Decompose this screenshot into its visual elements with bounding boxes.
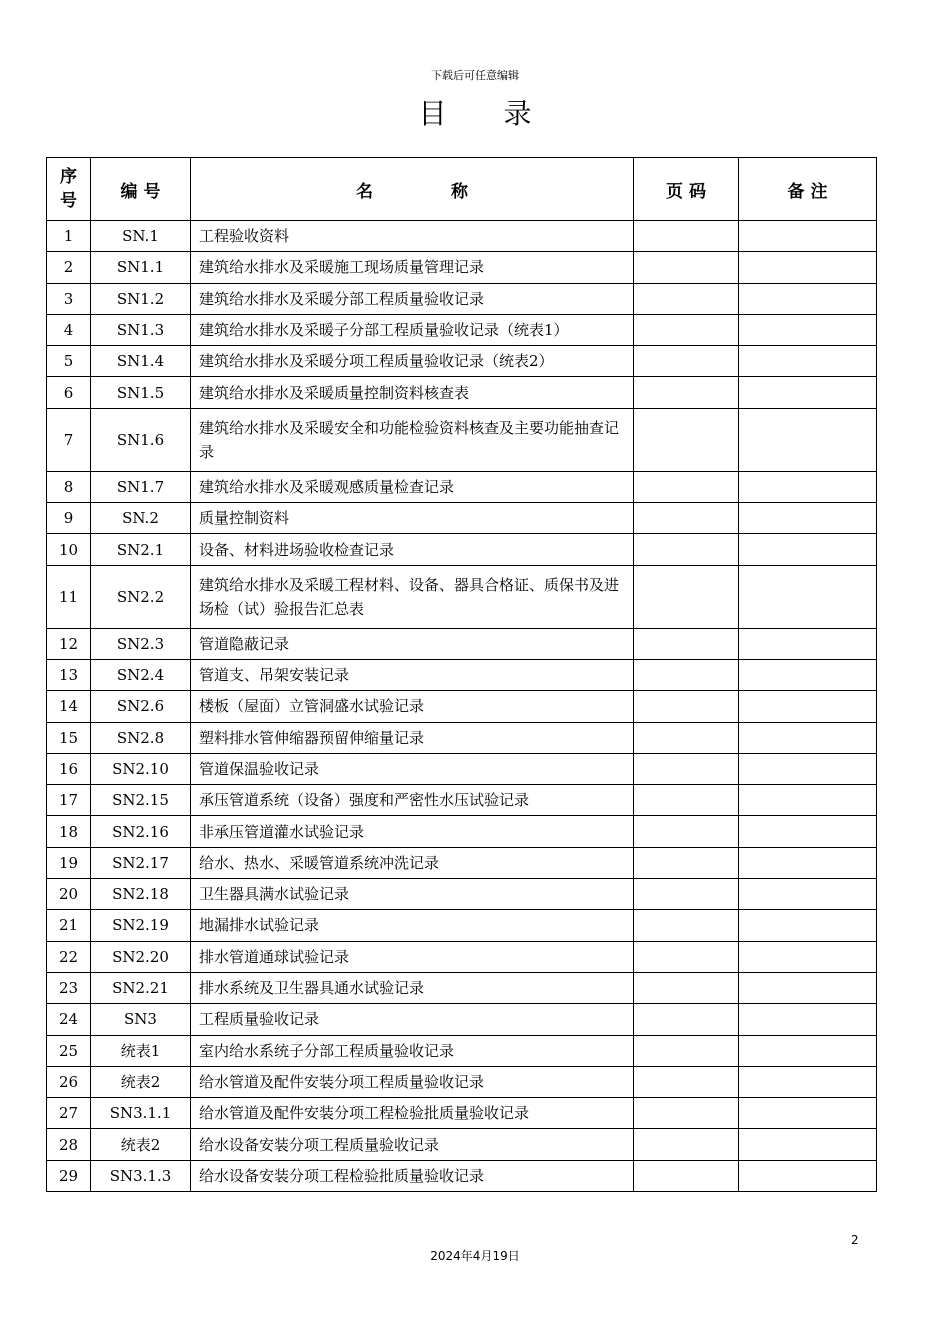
table-body [47,221,877,1192]
table-row [47,408,877,471]
row-name: 建筑给水排水及采暖安全和功能检验资料核查及主要功能抽查记录 [191,408,634,471]
row-page [634,534,739,565]
page-number: 2 [851,1233,859,1247]
row-remark [739,847,877,878]
row-number: 4 [47,314,91,345]
row-code: SN2.4 [91,659,191,690]
row-page [634,221,739,252]
row-remark [739,972,877,1003]
row-remark [739,879,877,910]
row-page [634,879,739,910]
row-code: SN2.21 [91,972,191,1003]
row-name: 塑料排水管伸缩器预留伸缩量记录 [191,722,634,753]
row-remark [739,346,877,377]
row-remark [739,785,877,816]
table-row [47,1035,877,1066]
row-page [634,314,739,345]
header-name: 名 称 [191,158,634,221]
table-row [47,314,877,345]
table-row [47,1098,877,1129]
row-remark [739,503,877,534]
row-remark [739,534,877,565]
row-remark [739,941,877,972]
table-row [47,972,877,1003]
row-code: SN2.19 [91,910,191,941]
row-code: 统表2 [91,1129,191,1160]
row-code: SN1.1 [91,252,191,283]
row-code: SN2.3 [91,628,191,659]
top-note: 下载后可任意编辑 [431,69,519,82]
row-remark [739,1004,877,1035]
row-page [634,252,739,283]
row-name: 卫生器具满水试验记录 [191,879,634,910]
row-remark [739,1160,877,1191]
row-code: SN.1 [91,221,191,252]
row-number: 1 [47,221,91,252]
row-code: SN2.18 [91,879,191,910]
row-number: 29 [47,1160,91,1191]
row-name: 室内给水系统子分部工程质量验收记录 [191,1035,634,1066]
row-page [634,722,739,753]
row-page [634,691,739,722]
row-name: 给水设备安装分项工程检验批质量验收记录 [191,1160,634,1191]
row-remark [739,252,877,283]
row-name: 建筑给水排水及采暖子分部工程质量验收记录（统表1） [191,314,634,345]
table-row [47,1160,877,1191]
row-remark [739,1035,877,1066]
row-number: 16 [47,753,91,784]
row-remark [739,471,877,502]
row-code: SN3.1.3 [91,1160,191,1191]
row-code: SN2.16 [91,816,191,847]
row-remark [739,1098,877,1129]
row-number: 10 [47,534,91,565]
row-page [634,1098,739,1129]
row-code: SN3.1.1 [91,1098,191,1129]
row-page [634,753,739,784]
row-code: SN1.2 [91,283,191,314]
table-row [47,471,877,502]
row-code: SN2.17 [91,847,191,878]
row-number: 22 [47,941,91,972]
row-name: 排水系统及卫生器具通水试验记录 [191,972,634,1003]
row-number: 28 [47,1129,91,1160]
header-page: 页码 [634,158,739,221]
row-remark [739,722,877,753]
row-page [634,910,739,941]
row-page [634,1129,739,1160]
row-page [634,972,739,1003]
row-remark [739,408,877,471]
row-code: SN3 [91,1004,191,1035]
row-code: SN1.6 [91,408,191,471]
header-remark: 备注 [739,158,877,221]
row-number: 3 [47,283,91,314]
row-number: 6 [47,377,91,408]
row-remark [739,1129,877,1160]
row-name: 建筑给水排水及采暖施工现场质量管理记录 [191,252,634,283]
row-code: SN2.2 [91,565,191,628]
row-code: SN2.10 [91,753,191,784]
row-page [634,346,739,377]
row-remark [739,910,877,941]
row-name: 排水管道通球试验记录 [191,941,634,972]
table-row [47,221,877,252]
row-number: 24 [47,1004,91,1035]
row-name: 地漏排水试验记录 [191,910,634,941]
row-page [634,503,739,534]
row-name: 建筑给水排水及采暖分部工程质量验收记录 [191,283,634,314]
row-remark [739,816,877,847]
row-number: 20 [47,879,91,910]
header-code: 编号 [91,158,191,221]
row-page [634,785,739,816]
row-number: 17 [47,785,91,816]
row-name: 楼板（屋面）立管洞盛水试验记录 [191,691,634,722]
row-number: 2 [47,252,91,283]
row-remark [739,283,877,314]
table-row [47,252,877,283]
row-page [634,628,739,659]
table-row [47,1066,877,1097]
row-page [634,565,739,628]
row-remark [739,1066,877,1097]
row-page [634,941,739,972]
row-remark [739,753,877,784]
table-row [47,503,877,534]
row-number: 14 [47,691,91,722]
row-number: 18 [47,816,91,847]
table-row [47,346,877,377]
row-name: 建筑给水排水及采暖分项工程质量验收记录（统表2） [191,346,634,377]
row-name: 非承压管道灌水试验记录 [191,816,634,847]
row-code: SN2.20 [91,941,191,972]
table-row [47,283,877,314]
row-name: 建筑给水排水及采暖观感质量检查记录 [191,471,634,502]
row-code: SN1.4 [91,346,191,377]
row-number: 13 [47,659,91,690]
row-page [634,471,739,502]
table-row [47,534,877,565]
row-remark [739,691,877,722]
row-name: 设备、材料进场验收检查记录 [191,534,634,565]
row-name: 质量控制资料 [191,503,634,534]
table-row [47,1004,877,1035]
row-number: 23 [47,972,91,1003]
header-seq: 序号 [47,158,91,221]
row-number: 12 [47,628,91,659]
table-row [47,941,877,972]
row-page [634,283,739,314]
table-row [47,691,877,722]
table-row [47,565,877,628]
row-name: 给水管道及配件安装分项工程检验批质量验收记录 [191,1098,634,1129]
row-number: 11 [47,565,91,628]
page-title: 目 录 [418,97,556,130]
table-row [47,816,877,847]
row-page [634,377,739,408]
table-row [47,659,877,690]
row-code: SN1.3 [91,314,191,345]
row-page [634,1160,739,1191]
table-row [47,785,877,816]
row-name: 给水设备安装分项工程质量验收记录 [191,1129,634,1160]
table-row [47,377,877,408]
row-page [634,847,739,878]
row-page [634,408,739,471]
row-remark [739,628,877,659]
row-code: 统表1 [91,1035,191,1066]
table-row [47,879,877,910]
table-row [47,1129,877,1160]
row-number: 5 [47,346,91,377]
row-name: 建筑给水排水及采暖工程材料、设备、器具合格证、质保书及进场检（试）验报告汇总表 [191,565,634,628]
table-row [47,628,877,659]
row-number: 15 [47,722,91,753]
row-code: SN2.1 [91,534,191,565]
row-name: 管道保温验收记录 [191,753,634,784]
toc-table [46,157,877,1192]
table-row [47,753,877,784]
row-code: 统表2 [91,1066,191,1097]
row-code: SN2.15 [91,785,191,816]
table-row [47,910,877,941]
row-number: 27 [47,1098,91,1129]
row-name: 给水、热水、采暖管道系统冲洗记录 [191,847,634,878]
row-name: 承压管道系统（设备）强度和严密性水压试验记录 [191,785,634,816]
table-header-row [47,158,877,221]
row-number: 7 [47,408,91,471]
row-code: SN2.6 [91,691,191,722]
row-name: 工程质量验收记录 [191,1004,634,1035]
row-name: 给水管道及配件安装分项工程质量验收记录 [191,1066,634,1097]
row-remark [739,221,877,252]
row-page [634,1035,739,1066]
row-name: 建筑给水排水及采暖质量控制资料核查表 [191,377,634,408]
row-code: SN.2 [91,503,191,534]
row-name: 管道支、吊架安装记录 [191,659,634,690]
row-number: 26 [47,1066,91,1097]
row-number: 21 [47,910,91,941]
row-number: 25 [47,1035,91,1066]
row-remark [739,659,877,690]
row-number: 19 [47,847,91,878]
row-code: SN2.8 [91,722,191,753]
row-code: SN1.7 [91,471,191,502]
row-page [634,1066,739,1097]
footer-date: 2024年4月19日 [430,1249,520,1263]
row-remark [739,565,877,628]
row-page [634,816,739,847]
table-row [47,847,877,878]
row-number: 8 [47,471,91,502]
row-code: SN1.5 [91,377,191,408]
row-remark [739,377,877,408]
table-row [47,722,877,753]
row-remark [739,314,877,345]
row-page [634,659,739,690]
row-number: 9 [47,503,91,534]
row-page [634,1004,739,1035]
row-name: 工程验收资料 [191,221,634,252]
row-name: 管道隐蔽记录 [191,628,634,659]
